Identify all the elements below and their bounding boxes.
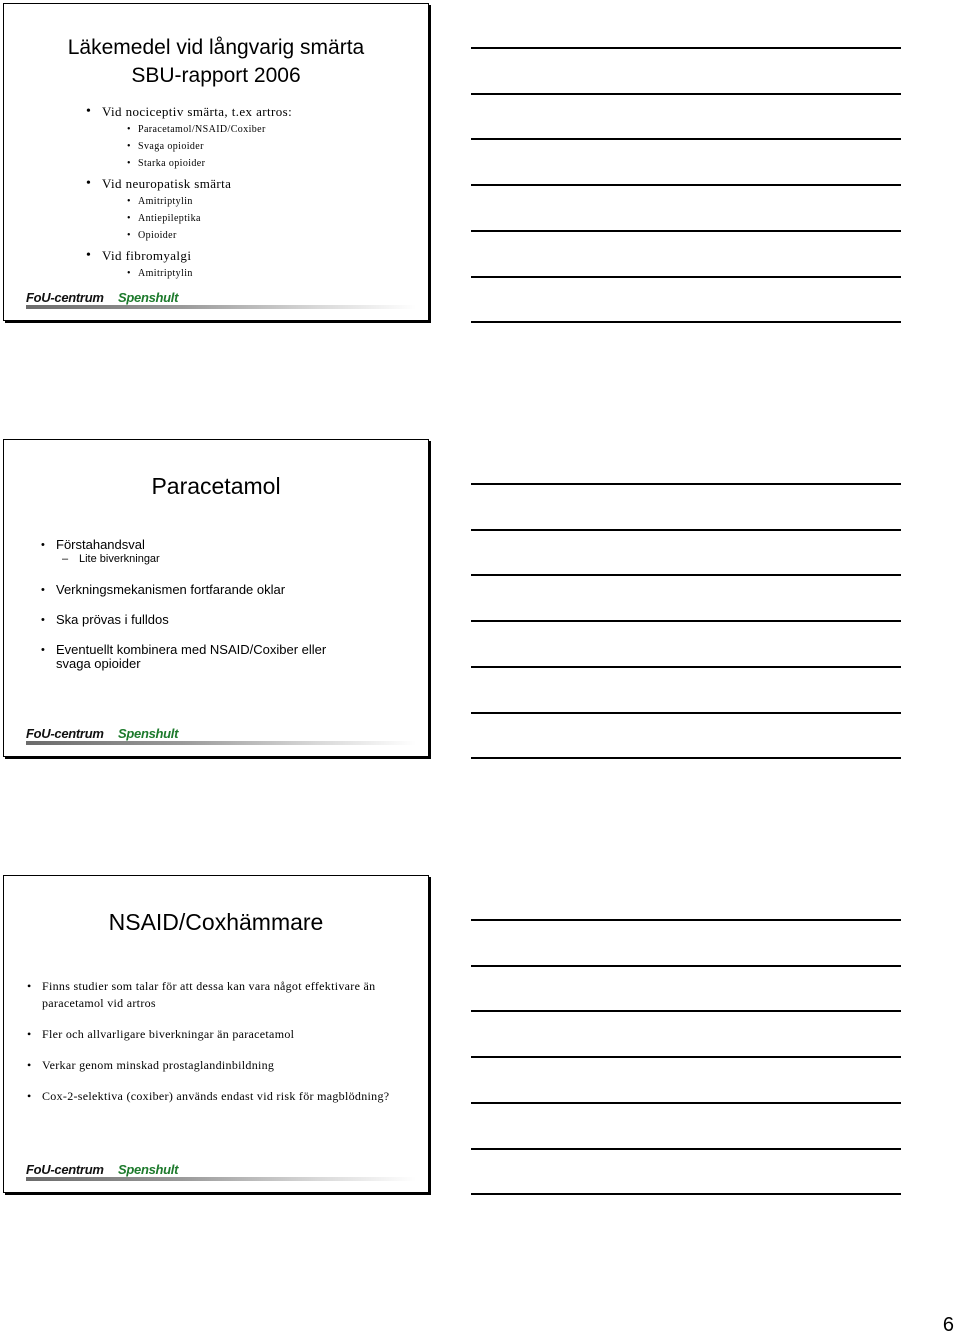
note-line [471,276,901,278]
fou-centrum-logo [26,1162,426,1182]
slide-1-bullets [86,103,418,282]
note-line [471,138,901,140]
logo-text-spenshult: Spenshult [118,1162,179,1177]
note-line [471,1148,901,1150]
bullet: • Vid fibromyalgi [86,247,418,265]
bullet: • Cox-2-selektiva (coxiber) används endast vid risk för magblödning? [26,1088,410,1105]
note-line [471,483,901,485]
bullet: • Fler och allvarligare biverkningar än paracetamol [26,1026,410,1043]
slide-1-title: Läkemedel vid långvarig smärta SBU-rapport 2006 [67,36,365,87]
logo-text-spenshult: Spenshult [118,290,179,305]
bullet: • Verkar genom minskad prostaglandinbildning [26,1057,410,1074]
note-line [471,1010,901,1012]
note-line [471,965,901,967]
slide-2-title: Paracetamol [151,473,281,499]
note-line [471,574,901,576]
logo-gradient-bar [26,741,416,745]
note-line [471,230,901,232]
note-line [471,1193,901,1195]
fou-centrum-logo [26,290,426,310]
note-line [471,321,901,323]
logo-gradient-bar [26,1177,416,1181]
bullet: • Ska prövas i fulldos [40,613,418,627]
note-line [471,666,901,668]
note-line [471,93,901,95]
logo-gradient-bar [26,305,416,309]
sub-bullet: • Opioider [86,227,418,244]
sub-bullet: • Starka opioider [86,155,418,172]
slide-3 [3,875,429,1193]
logo-text-spenshult: Spenshult [118,726,179,741]
bullet: • Vid nociceptiv smärta, t.ex artros: [86,103,418,121]
slide-2 [3,439,429,757]
note-line [471,919,901,921]
sub-bullet: • Antiepileptika [86,210,418,227]
logo-text-fou: FoU-centrum [26,726,104,741]
logo-text-fou: FoU-centrum [26,290,104,305]
sub-bullet: • Svaga opioider [86,138,418,155]
slide-3-title: NSAID/Coxhämmare [108,909,324,935]
note-line [471,529,901,531]
fou-centrum-logo [26,726,426,746]
note-line [471,1102,901,1104]
bullet: • Verkningsmekanismen fortfarande oklar [40,583,418,597]
sub-bullet: • Amitriptylin [86,193,418,210]
logo-text-fou: FoU-centrum [26,1162,104,1177]
slide-1 [3,3,429,321]
sub-bullet: • Amitriptylin [86,265,418,282]
slide-3-bullets [26,978,410,1119]
note-line [471,757,901,759]
slide-2-bullets [40,538,418,671]
page-number: 6 [942,1314,954,1336]
note-line [471,712,901,714]
bullet: • Vid neuropatisk smärta [86,175,418,193]
note-line [471,620,901,622]
bullet: • Förstahandsval [40,538,418,552]
bullet: • Eventuellt kombinera med NSAID/Coxiber eller svaga opioider [40,643,418,671]
sub-bullet: – Lite biverkningar [40,552,418,567]
note-line [471,1056,901,1058]
note-line [471,47,901,49]
note-line [471,184,901,186]
sub-bullet: • Paracetamol/NSAID/Coxiber [86,121,418,138]
bullet: • Finns studier som talar för att dessa kan vara något effektivare än paracetamol vid artros [26,978,410,1012]
